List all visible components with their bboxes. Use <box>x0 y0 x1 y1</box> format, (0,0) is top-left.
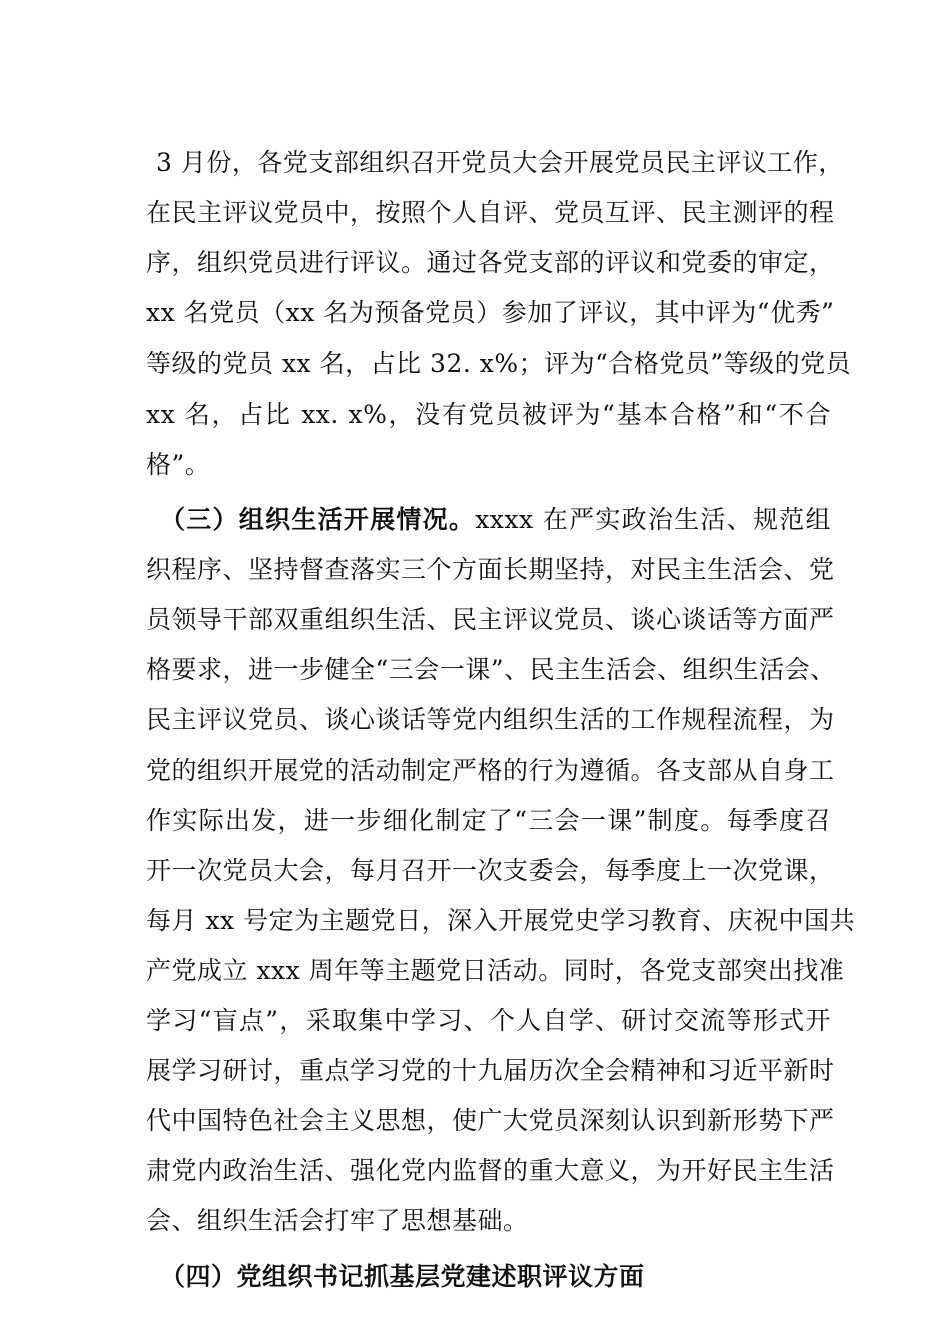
heading-line-rest: xxxx 在严实政治生活、规范组 <box>475 505 831 534</box>
paragraph-line: 格要求，进一步健全“三会一课”、民主生活会、组织生活会、 <box>146 655 836 684</box>
section-heading: （三）组织生活开展情况。 <box>160 505 476 534</box>
paragraph-line: 作实际出发，进一步细化制定了“三会一课”制度。每季度召 <box>146 806 831 835</box>
paragraph-line: 开一次党员大会，每月召开一次支委会，每季度上一次党课， <box>146 856 835 885</box>
paragraph-line: 肃党内政治生活、强化党内监督的重大意义，为开好民主生活 <box>146 1156 835 1185</box>
paragraph-line: 每月 xx 号定为主题党日，深入开展党史学习教育、庆祝中国共 <box>146 906 856 935</box>
paragraph-line: 序，组织党员进行评议。通过各党支部的评议和党委的审定， <box>146 248 835 277</box>
paragraph-line: xx 名党员（xx 名为预备党员）参加了评议，其中评为“优秀” <box>146 298 835 327</box>
paragraph-line: 产党成立 xxx 周年等主题党日活动。同时，各党支部突出找准 <box>146 956 845 985</box>
paragraph-line: 会、组织生活会打牢了思想基础。 <box>146 1206 529 1235</box>
paragraph-line: 等级的党员 xx 名，占比 32. x%；评为“合格党员”等级的党员 <box>146 349 852 378</box>
paragraph-line: 学习“盲点”，采取集中学习、个人自学、研讨交流等形式开 <box>146 1006 831 1035</box>
paragraph-line: 格”。 <box>146 450 211 479</box>
paragraph-line: 3 月份，各党支部组织召开党员大会开展党员民主评议工作， <box>156 148 844 177</box>
paragraph-line: xx 名，占比 xx. x%，没有党员被评为“基本合格”和“不合 <box>146 400 831 429</box>
section-heading: （四）党组织书记抓基层党建述职评议方面 <box>160 1262 645 1291</box>
paragraph-line: 员领导干部双重组织生活、民主评议党员、谈心谈话等方面严 <box>146 605 835 634</box>
paragraph-line: 代中国特色社会主义思想，使广大党员深刻认识到新形势下严 <box>146 1106 835 1135</box>
paragraph-line: 织程序、坚持督查落实三个方面长期坚持，对民主生活会、党 <box>146 555 835 584</box>
paragraph-line: 党的组织开展党的活动制定严格的行为遵循。各支部从自身工 <box>146 756 835 785</box>
section-heading-line <box>160 505 831 535</box>
paragraph-line: 在民主评议党员中，按照个人自评、党员互评、民主测评的程 <box>146 198 835 227</box>
paragraph-line: 展学习研讨，重点学习党的十九届历次全会精神和习近平新时 <box>146 1056 835 1085</box>
paragraph-line: 民主评议党员、谈心谈话等党内组织生活的工作规程流程，为 <box>146 705 835 734</box>
